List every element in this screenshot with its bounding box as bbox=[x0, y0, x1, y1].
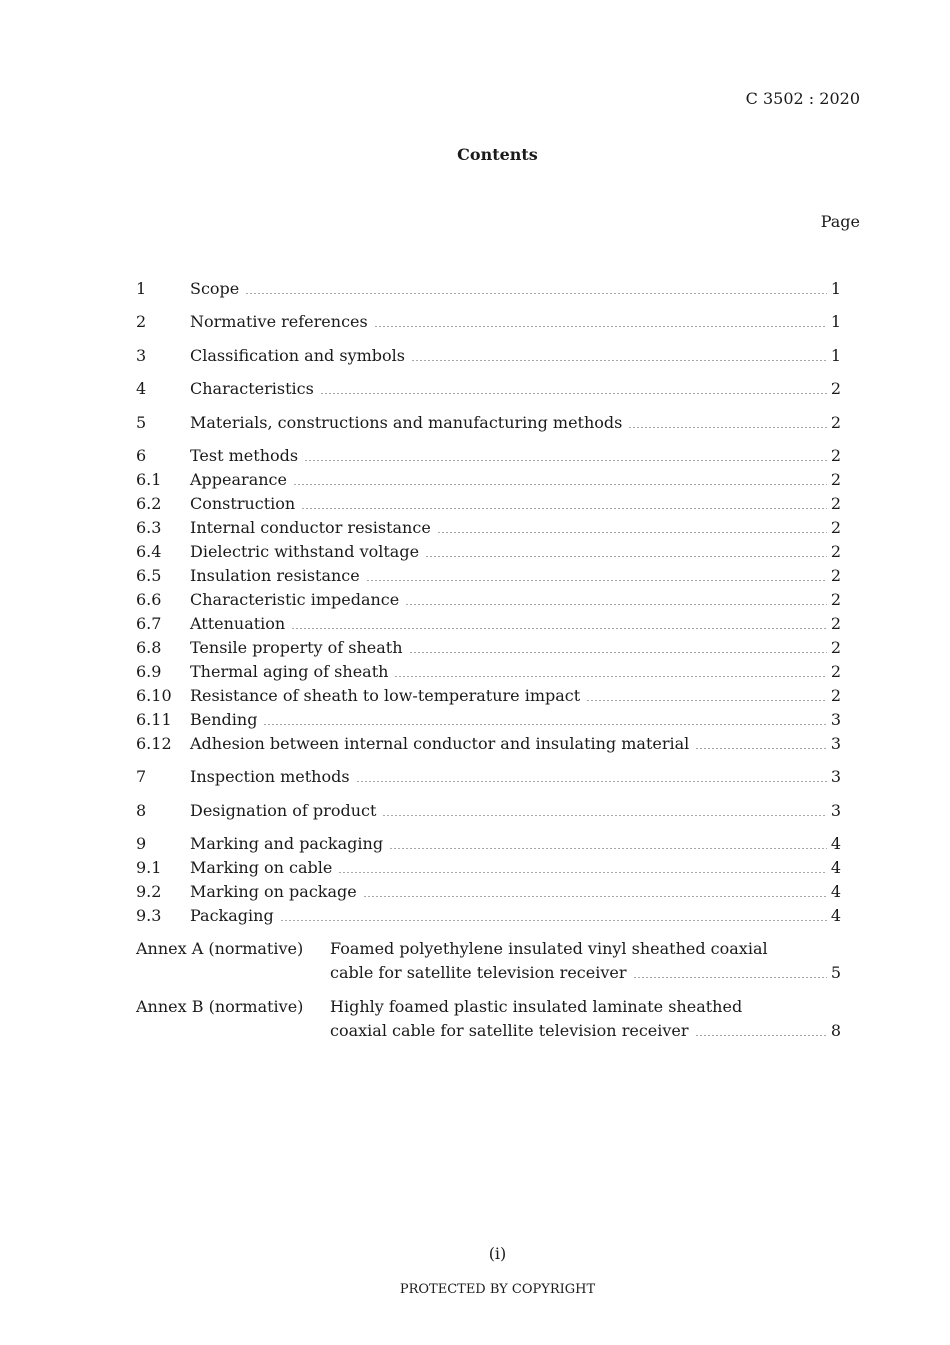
toc-entry-number: 6.10 bbox=[136, 686, 172, 705]
toc-entry[interactable] bbox=[136, 564, 841, 588]
toc-entry-number: 6.4 bbox=[136, 542, 162, 561]
toc-entry-page: 2 bbox=[830, 379, 841, 398]
dot-leader bbox=[394, 676, 826, 677]
toc-entry-number: 6 bbox=[136, 446, 147, 465]
toc-entry-page: 2 bbox=[830, 638, 841, 657]
toc-entry[interactable] bbox=[136, 377, 841, 401]
toc-entry-title: Dielectric withstand voltage bbox=[190, 542, 420, 561]
toc-entry-number: 6.2 bbox=[136, 494, 162, 513]
dot-leader bbox=[304, 460, 827, 461]
toc-entry-number: 6.8 bbox=[136, 638, 162, 657]
toc-entry-title: Adhesion between internal conductor and insulating material bbox=[190, 734, 690, 753]
annex-page: 5 bbox=[830, 963, 841, 982]
dot-leader bbox=[245, 293, 827, 294]
toc-entry-title: Resistance of sheath to low-temperature impact bbox=[190, 686, 581, 705]
toc-entry-title: Internal conductor resistance bbox=[190, 518, 431, 537]
toc-entry-number: 6.3 bbox=[136, 518, 162, 537]
toc-entry[interactable] bbox=[136, 660, 841, 684]
annex-title-line1: Foamed polyethylene insulated vinyl sheathed coaxial bbox=[330, 939, 768, 958]
toc-entry-page: 4 bbox=[830, 882, 841, 901]
toc-entry-number: 6.7 bbox=[136, 614, 162, 633]
annex-title-line2: cable for satellite television receiver bbox=[330, 963, 627, 982]
toc-entry-page: 2 bbox=[830, 494, 841, 513]
toc-entry[interactable] bbox=[136, 880, 841, 904]
toc-entry-page: 4 bbox=[830, 906, 841, 925]
annex-label: Annex B (normative) bbox=[136, 997, 304, 1016]
toc-entry[interactable] bbox=[136, 732, 841, 756]
annex-label: Annex A (normative) bbox=[136, 939, 304, 958]
toc-entry-number: 6.1 bbox=[136, 470, 162, 489]
toc-entry-page: 4 bbox=[830, 858, 841, 877]
toc-entry-title: Characteristic impedance bbox=[190, 590, 400, 609]
dot-leader bbox=[409, 652, 827, 653]
dot-leader bbox=[695, 1035, 827, 1036]
toc-entry-title: Marking on package bbox=[190, 882, 357, 901]
toc-entry-page: 2 bbox=[830, 542, 841, 561]
toc-entry-title: Insulation resistance bbox=[190, 566, 360, 585]
dot-leader bbox=[291, 628, 827, 629]
dot-leader bbox=[356, 781, 827, 782]
toc-entry-page: 3 bbox=[830, 801, 841, 820]
toc-entry-number: 9.3 bbox=[136, 906, 162, 925]
toc-entry-number: 7 bbox=[136, 767, 147, 786]
toc-entry-title: Marking on cable bbox=[190, 858, 333, 877]
toc-entry-title: Scope bbox=[190, 279, 240, 298]
toc-entry[interactable] bbox=[136, 277, 841, 301]
dot-leader bbox=[695, 748, 827, 749]
dot-leader bbox=[425, 556, 827, 557]
dot-leader bbox=[320, 393, 827, 394]
toc-entry-title: Test methods bbox=[190, 446, 299, 465]
dot-leader bbox=[366, 580, 827, 581]
annex-title-line1: Highly foamed plastic insulated laminate sheathed bbox=[330, 997, 743, 1016]
toc-entry-number: 9.2 bbox=[136, 882, 162, 901]
toc-entry[interactable] bbox=[136, 684, 841, 708]
copyright-notice: PROTECTED BY COPYRIGHT bbox=[399, 1282, 596, 1297]
toc-entry[interactable] bbox=[136, 492, 841, 516]
toc-entry-number: 6.5 bbox=[136, 566, 162, 585]
toc-entry-title: Attenuation bbox=[190, 614, 286, 633]
toc-entry-title: Normative references bbox=[190, 312, 368, 331]
dot-leader bbox=[389, 848, 827, 849]
dot-leader bbox=[628, 427, 826, 428]
toc-entry-title: Characteristics bbox=[190, 379, 314, 398]
toc-entry-page: 2 bbox=[830, 686, 841, 705]
toc-entry-title: Packaging bbox=[190, 906, 274, 925]
toc-entry-title: Construction bbox=[190, 494, 296, 513]
annex-entry[interactable] bbox=[136, 937, 841, 985]
toc-entry-page: 2 bbox=[830, 518, 841, 537]
toc-entry-number: 6.9 bbox=[136, 662, 162, 681]
toc-entry-number: 6.6 bbox=[136, 590, 162, 609]
document-code: C 3502 : 2020 bbox=[745, 89, 860, 108]
toc-entry-title: Tensile property of sheath bbox=[190, 638, 403, 657]
toc-entry[interactable] bbox=[136, 765, 841, 789]
toc-entry-page: 4 bbox=[830, 834, 841, 853]
toc-entry-page: 2 bbox=[830, 662, 841, 681]
toc-entry-page: 2 bbox=[830, 446, 841, 465]
toc-entry[interactable] bbox=[136, 411, 841, 435]
toc-entry-number: 6.12 bbox=[136, 734, 172, 753]
toc-entry-page: 1 bbox=[830, 312, 841, 331]
dot-leader bbox=[363, 896, 827, 897]
toc-entry[interactable] bbox=[136, 588, 841, 612]
toc-entry-title: Materials, constructions and manufacturing methods bbox=[190, 413, 623, 432]
toc-entry[interactable] bbox=[136, 444, 841, 468]
dot-leader bbox=[437, 532, 827, 533]
toc-entry[interactable] bbox=[136, 832, 841, 856]
toc-entry[interactable] bbox=[136, 708, 841, 732]
dot-leader bbox=[411, 360, 827, 361]
toc-entry[interactable] bbox=[136, 799, 841, 823]
toc-entry[interactable] bbox=[136, 856, 841, 880]
toc-entry-title: Inspection methods bbox=[190, 767, 350, 786]
toc-entry-page: 1 bbox=[830, 346, 841, 365]
toc-entry-page: 2 bbox=[830, 566, 841, 585]
toc-entry[interactable] bbox=[136, 468, 841, 492]
annex-entry[interactable] bbox=[136, 995, 841, 1043]
annex-page: 8 bbox=[830, 1021, 841, 1040]
toc-entry-number: 9.1 bbox=[136, 858, 162, 877]
page-number: (i) bbox=[488, 1244, 507, 1263]
dot-leader bbox=[586, 700, 827, 701]
toc-entry-page: 2 bbox=[830, 413, 841, 432]
dot-leader bbox=[263, 724, 826, 725]
toc-entry[interactable] bbox=[136, 636, 841, 660]
dot-leader bbox=[338, 872, 826, 873]
toc-entry-page: 3 bbox=[830, 734, 841, 753]
toc-entry[interactable] bbox=[136, 904, 841, 928]
toc-entry-title: Appearance bbox=[190, 470, 287, 489]
toc-entry-number: 5 bbox=[136, 413, 147, 432]
toc-entry[interactable] bbox=[136, 310, 841, 334]
toc-entry-page: 1 bbox=[830, 279, 841, 298]
toc-entry-number: 1 bbox=[136, 279, 147, 298]
toc-entry-title: Bending bbox=[190, 710, 258, 729]
toc-entry-title: Designation of product bbox=[190, 801, 377, 820]
dot-leader bbox=[301, 508, 827, 509]
toc-entry-page: 2 bbox=[830, 614, 841, 633]
toc-entry-number: 4 bbox=[136, 379, 147, 398]
toc-entry[interactable] bbox=[136, 516, 841, 540]
annex-title-line2: coaxial cable for satellite television receiver bbox=[330, 1021, 689, 1040]
dot-leader bbox=[374, 326, 827, 327]
toc-entry-page: 2 bbox=[830, 470, 841, 489]
toc-entry-page: 2 bbox=[830, 590, 841, 609]
toc-entry-page: 3 bbox=[830, 767, 841, 786]
toc-entry-title: Marking and packaging bbox=[190, 834, 384, 853]
toc-entry[interactable] bbox=[136, 344, 841, 368]
toc-entry-number: 9 bbox=[136, 834, 147, 853]
dot-leader bbox=[405, 604, 827, 605]
toc-entry-number: 2 bbox=[136, 312, 147, 331]
toc-entry-title: Thermal aging of sheath bbox=[190, 662, 389, 681]
toc-entry[interactable] bbox=[136, 612, 841, 636]
dot-leader bbox=[382, 815, 826, 816]
toc-entry-title: Classification and symbols bbox=[190, 346, 405, 365]
dot-leader bbox=[293, 484, 827, 485]
toc-entry-page: 3 bbox=[830, 710, 841, 729]
toc-entry-number: 3 bbox=[136, 346, 147, 365]
toc-entry-number: 6.11 bbox=[136, 710, 172, 729]
dot-leader bbox=[633, 977, 827, 978]
page-title: Contents bbox=[457, 145, 538, 164]
page-column-label: Page bbox=[820, 212, 860, 231]
dot-leader bbox=[280, 920, 827, 921]
toc-entry-number: 8 bbox=[136, 801, 147, 820]
toc-entry[interactable] bbox=[136, 540, 841, 564]
